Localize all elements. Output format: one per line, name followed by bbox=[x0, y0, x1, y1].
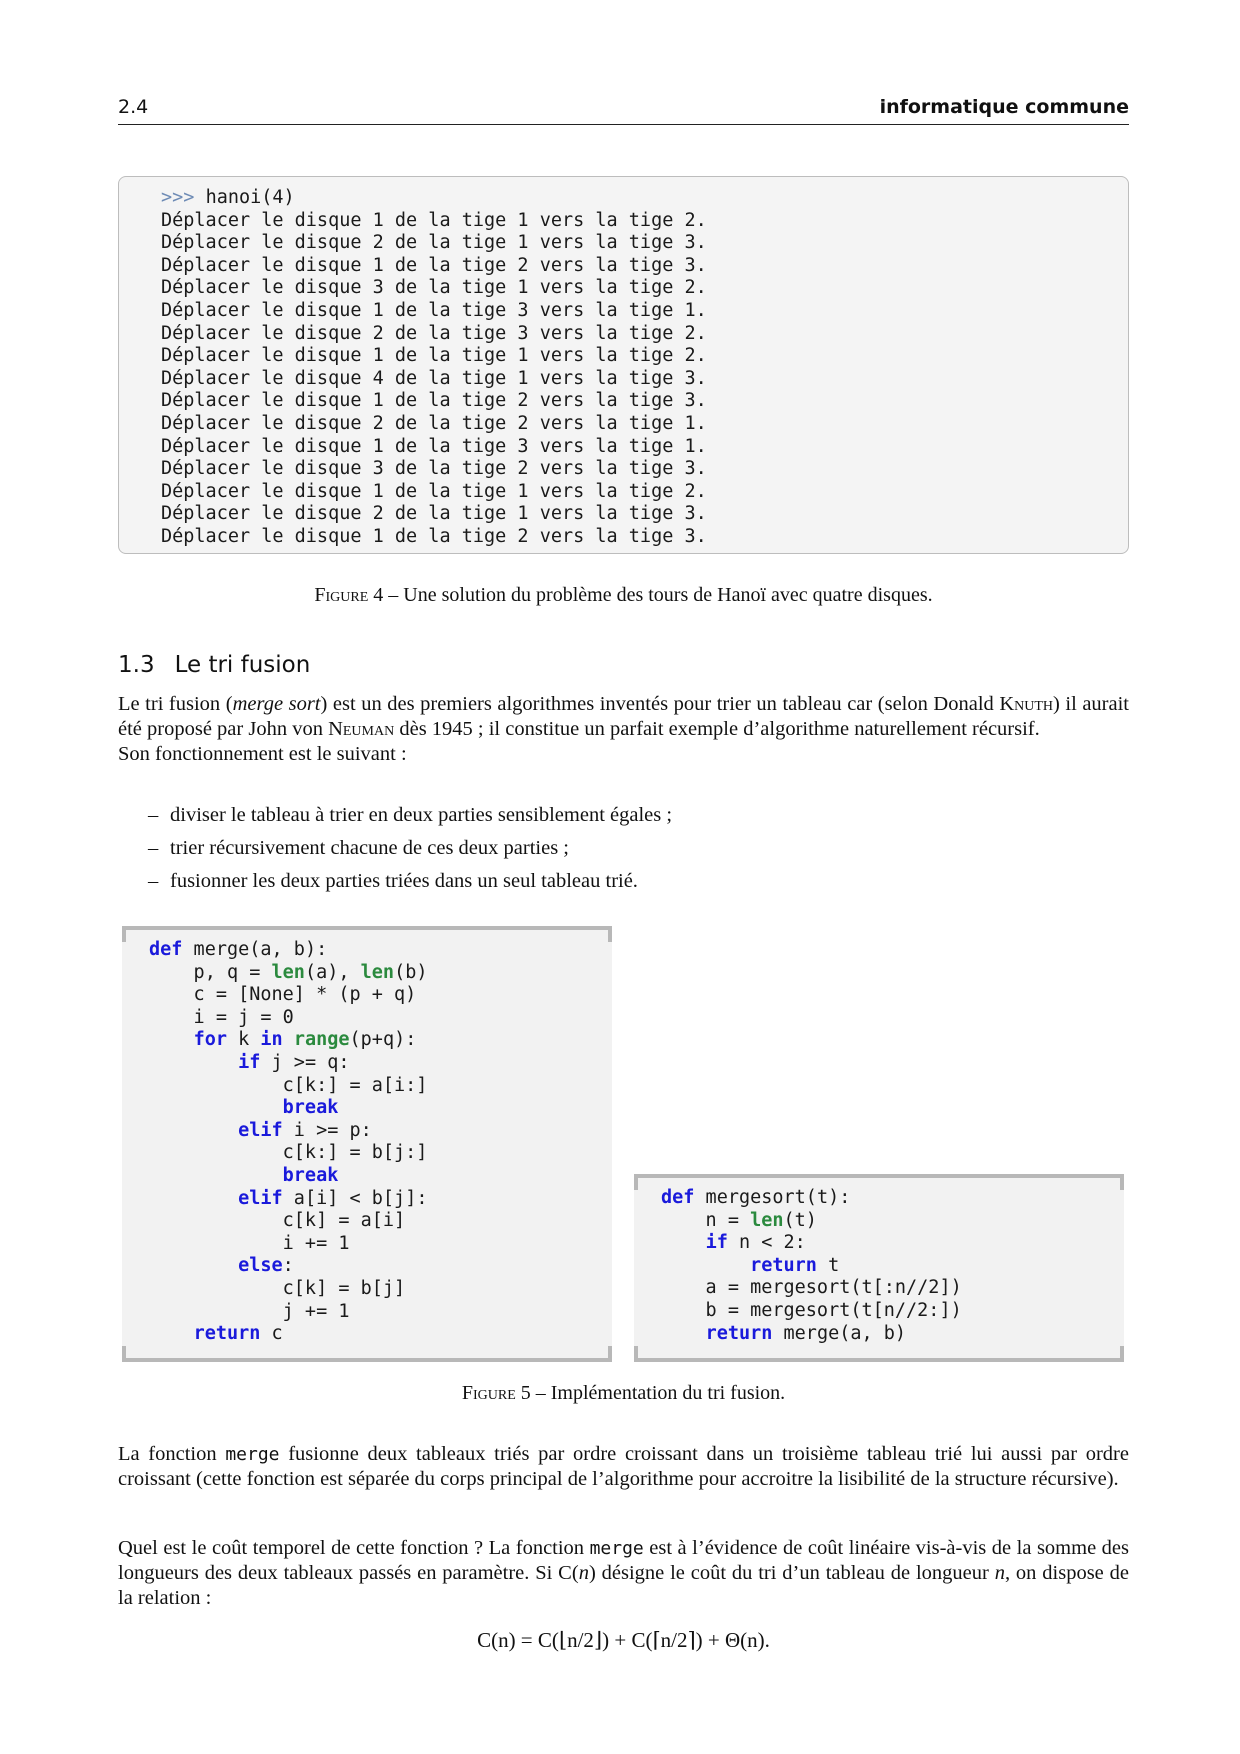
figure-5-caption bbox=[118, 1382, 1129, 1405]
code-line bbox=[149, 1097, 428, 1120]
console-line: Déplacer le disque 2 de la tige 1 vers la tige 3. bbox=[161, 232, 707, 254]
code-line bbox=[661, 1187, 962, 1210]
page-header bbox=[118, 96, 1129, 125]
code-line bbox=[149, 1301, 428, 1324]
code-text: t bbox=[816, 1254, 840, 1276]
code-text bbox=[149, 1323, 194, 1344]
code-text: c[k] = a[i] bbox=[149, 1210, 406, 1232]
figure-4-text: – Une solution du problème des tours de Hanoï avec quatre disques. bbox=[383, 584, 933, 606]
console-line: Déplacer le disque 1 de la tige 3 vers la tige 1. bbox=[161, 299, 707, 321]
console-line: Déplacer le disque 1 de la tige 1 vers la tige 2. bbox=[161, 480, 707, 502]
inline-code-merge: merge bbox=[225, 1444, 280, 1465]
code-keyword: def bbox=[661, 1187, 695, 1208]
console-line: Déplacer le disque 1 de la tige 2 vers la tige 3. bbox=[161, 254, 707, 276]
code-text: merge(a, b) bbox=[772, 1322, 907, 1344]
section-heading-number: 1.3 bbox=[118, 652, 155, 678]
cost-paragraph bbox=[118, 1536, 1129, 1611]
intro-part: dès 1945 ; il constitue un parfait exemple d’algorithme naturellement récursif. bbox=[394, 718, 1040, 740]
console-command-line bbox=[161, 187, 1128, 210]
code-line bbox=[149, 1323, 428, 1346]
code-line bbox=[661, 1277, 962, 1300]
list-item bbox=[148, 870, 672, 903]
code-builtin: len bbox=[360, 961, 395, 983]
code-box-corner bbox=[634, 1174, 638, 1190]
code-line bbox=[149, 1120, 428, 1143]
list-item-text: diviser le tableau à trier en deux parties sensiblement égales ; bbox=[170, 804, 673, 826]
code-text: n < 2: bbox=[727, 1232, 806, 1254]
code-line bbox=[149, 939, 428, 962]
code-line bbox=[661, 1323, 962, 1346]
math-variable: n bbox=[994, 1562, 1005, 1584]
code-text bbox=[661, 1255, 750, 1276]
math-variable: n bbox=[578, 1562, 589, 1584]
section-heading-title: Le tri fusion bbox=[174, 652, 311, 678]
intro-line-2: Son fonctionnement est le suivant : bbox=[118, 743, 407, 765]
inline-code-merge: merge bbox=[589, 1538, 644, 1559]
console-lines bbox=[161, 187, 1128, 549]
mergesort-function-code bbox=[661, 1187, 962, 1345]
console-line: Déplacer le disque 1 de la tige 3 vers la tige 1. bbox=[161, 435, 707, 457]
code-line bbox=[149, 1142, 428, 1165]
code-keyword: for bbox=[193, 1029, 227, 1051]
intro-term: merge sort bbox=[232, 693, 321, 715]
code-box-corner bbox=[634, 1346, 638, 1362]
running-title: informatique commune bbox=[879, 96, 1129, 118]
code-text: i = j = 0 bbox=[149, 1006, 294, 1028]
code-line bbox=[149, 1052, 428, 1075]
code-line bbox=[661, 1210, 962, 1233]
code-line bbox=[149, 1255, 428, 1278]
code-keyword: return bbox=[193, 1323, 261, 1345]
code-line bbox=[149, 1075, 428, 1098]
console-line: Déplacer le disque 2 de la tige 2 vers la tige 1. bbox=[161, 412, 707, 434]
code-line bbox=[149, 1233, 428, 1256]
code-keyword: return bbox=[705, 1322, 773, 1344]
console-line: Déplacer le disque 2 de la tige 1 vers la tige 3. bbox=[161, 503, 707, 525]
code-keyword: return bbox=[750, 1254, 817, 1276]
code-builtin: range bbox=[293, 1029, 350, 1051]
list-item bbox=[148, 837, 672, 870]
merge-code-box bbox=[122, 926, 612, 1362]
intro-part: Le tri fusion ( bbox=[118, 693, 233, 715]
code-keyword: in bbox=[260, 1029, 283, 1051]
paragraph-text bbox=[118, 1442, 1129, 1492]
code-text: j >= q: bbox=[260, 1051, 350, 1073]
code-text bbox=[149, 1165, 283, 1186]
code-line bbox=[149, 1188, 428, 1211]
code-box-corner bbox=[1120, 1346, 1124, 1362]
list-item-text: fusionner les deux parties triées dans un seul tableau trié. bbox=[170, 870, 638, 892]
code-text bbox=[149, 1120, 238, 1141]
code-line bbox=[149, 1007, 428, 1030]
code-keyword: def bbox=[149, 939, 183, 960]
code-text bbox=[149, 1188, 238, 1209]
merge-function-code bbox=[149, 939, 428, 1346]
name-neuman: Neuman bbox=[328, 718, 395, 740]
code-text: c = [None] * (p + q) bbox=[149, 984, 417, 1006]
code-text: mergesort(t): bbox=[694, 1187, 851, 1208]
console-line: Déplacer le disque 1 de la tige 1 vers la tige 2. bbox=[161, 209, 707, 231]
console-prompt: >>> bbox=[161, 187, 195, 208]
code-text bbox=[149, 1097, 283, 1118]
hanoi-console-output bbox=[118, 176, 1129, 554]
code-keyword: if bbox=[705, 1232, 728, 1254]
code-keyword: if bbox=[238, 1051, 261, 1073]
code-keyword: elif bbox=[238, 1187, 283, 1209]
code-text: c bbox=[260, 1323, 283, 1345]
paragraph-part: , on dispose de la relation : bbox=[118, 1562, 1129, 1609]
code-text: p, q = bbox=[149, 961, 272, 983]
code-box-corner bbox=[122, 926, 126, 942]
code-box-corner bbox=[122, 1346, 126, 1362]
code-text bbox=[149, 1052, 238, 1073]
intro-text bbox=[118, 692, 1129, 742]
code-line bbox=[661, 1300, 962, 1323]
code-line bbox=[661, 1255, 962, 1278]
code-text: c[k] = b[j] bbox=[149, 1277, 406, 1299]
console-line: Déplacer le disque 4 de la tige 1 vers la tige 3. bbox=[161, 367, 707, 389]
console-line: Déplacer le disque 3 de la tige 1 vers la tige 2. bbox=[161, 277, 707, 299]
paragraph-part: La fonction bbox=[118, 1443, 226, 1465]
intro-part: ) est un des premiers algorithmes inventés pour trier un tableau car (selon Donald bbox=[320, 693, 1000, 715]
bullet-marker: – bbox=[148, 837, 159, 859]
code-text: (b) bbox=[394, 961, 428, 983]
code-text bbox=[283, 1029, 294, 1050]
code-box-corner bbox=[608, 926, 612, 942]
merge-description-paragraph bbox=[118, 1442, 1129, 1492]
code-text: (a), bbox=[304, 961, 361, 983]
code-line bbox=[149, 962, 428, 985]
code-text bbox=[661, 1232, 706, 1253]
code-keyword: elif bbox=[238, 1119, 283, 1141]
code-text: a[i] < b[j]: bbox=[282, 1187, 428, 1209]
figure-5-label: Figure 5 bbox=[461, 1382, 531, 1404]
code-text: j += 1 bbox=[149, 1300, 350, 1322]
code-text: c[k:] = a[i:] bbox=[149, 1074, 428, 1096]
code-keyword: break bbox=[282, 1097, 339, 1119]
paragraph-part: ) désigne le coût du tri d’un tableau de longueur bbox=[588, 1562, 995, 1584]
code-text: (t) bbox=[783, 1209, 817, 1231]
console-line: Déplacer le disque 1 de la tige 1 vers la tige 2. bbox=[161, 345, 707, 367]
code-line bbox=[149, 1210, 428, 1233]
code-box-corner bbox=[1120, 1174, 1124, 1190]
list-item-text: trier récursivement chacune de ces deux parties ; bbox=[170, 837, 569, 859]
figure-4-label: Figure 4 bbox=[314, 584, 384, 606]
code-text: b = mergesort(t[n//2:]) bbox=[661, 1299, 962, 1321]
paragraph-text bbox=[118, 1536, 1129, 1611]
paragraph-part: fusionne deux tableaux triés par ordre croissant dans un troisième tableau trié lui aussi par ordre croissant (cette fonction est séparée du corps principal de l’algorithme pour accroitre la lisibilité de la structure récursive). bbox=[118, 1443, 1129, 1490]
intro-paragraph bbox=[118, 692, 1129, 767]
figure-4-caption bbox=[118, 584, 1129, 607]
code-text bbox=[149, 1255, 238, 1276]
intro-part: ) il aurait été proposé par John von bbox=[118, 693, 1129, 740]
code-text: merge(a, b): bbox=[182, 939, 328, 960]
figure-5-text: – Implémentation du tri fusion. bbox=[530, 1382, 786, 1404]
code-box-bottom-border bbox=[634, 1358, 1124, 1362]
code-text bbox=[149, 1029, 194, 1050]
algorithm-steps-list bbox=[148, 804, 672, 903]
code-keyword: else bbox=[238, 1255, 283, 1277]
bullet-marker: – bbox=[148, 870, 159, 892]
code-text: a = mergesort(t[:n//2]) bbox=[661, 1277, 962, 1299]
code-text: c[k:] = b[j:] bbox=[149, 1142, 428, 1164]
code-box-top-border bbox=[634, 1174, 1124, 1178]
code-text: : bbox=[282, 1255, 294, 1277]
list-item bbox=[148, 804, 672, 837]
code-text bbox=[661, 1323, 706, 1344]
code-box-corner bbox=[608, 1346, 612, 1362]
code-line bbox=[149, 1278, 428, 1301]
console-line: Déplacer le disque 2 de la tige 3 vers la tige 2. bbox=[161, 322, 707, 344]
console-command: hanoi(4) bbox=[205, 187, 295, 208]
console-line: Déplacer le disque 3 de la tige 2 vers la tige 3. bbox=[161, 458, 707, 480]
paragraph-part: Quel est le coût temporel de cette fonction ? La fonction bbox=[118, 1537, 590, 1559]
code-builtin: len bbox=[750, 1209, 784, 1231]
recurrence-formula: C(n) = C(⌊n/2⌋) + C(⌈n/2⌉) + Θ(n). bbox=[477, 1628, 770, 1652]
code-text: i >= p: bbox=[282, 1119, 372, 1141]
paragraph-part: est à l’évidence de coût linéaire vis-à-vis de la somme des longueurs des deux tableaux passés en paramètre. Si C( bbox=[118, 1537, 1129, 1584]
code-box-bottom-border bbox=[122, 1358, 612, 1362]
name-knuth: Knuth bbox=[999, 693, 1054, 715]
code-text: i += 1 bbox=[149, 1232, 350, 1254]
bullet-marker: – bbox=[148, 804, 159, 826]
console-line: Déplacer le disque 1 de la tige 2 vers la tige 3. bbox=[161, 390, 707, 412]
code-line bbox=[149, 1029, 428, 1052]
code-builtin: len bbox=[271, 961, 305, 983]
code-line bbox=[149, 1165, 428, 1188]
code-line bbox=[149, 984, 428, 1007]
code-line bbox=[661, 1232, 962, 1255]
code-text: (p+q): bbox=[349, 1029, 417, 1051]
code-box-top-border bbox=[122, 926, 612, 930]
section-number: 2.4 bbox=[118, 96, 149, 118]
section-heading bbox=[118, 652, 310, 678]
mergesort-code-box bbox=[634, 1174, 1124, 1362]
code-text: n = bbox=[661, 1209, 751, 1231]
code-text: k bbox=[226, 1029, 261, 1051]
console-line: Déplacer le disque 1 de la tige 2 vers la tige 3. bbox=[161, 525, 707, 547]
code-keyword: break bbox=[282, 1164, 339, 1186]
